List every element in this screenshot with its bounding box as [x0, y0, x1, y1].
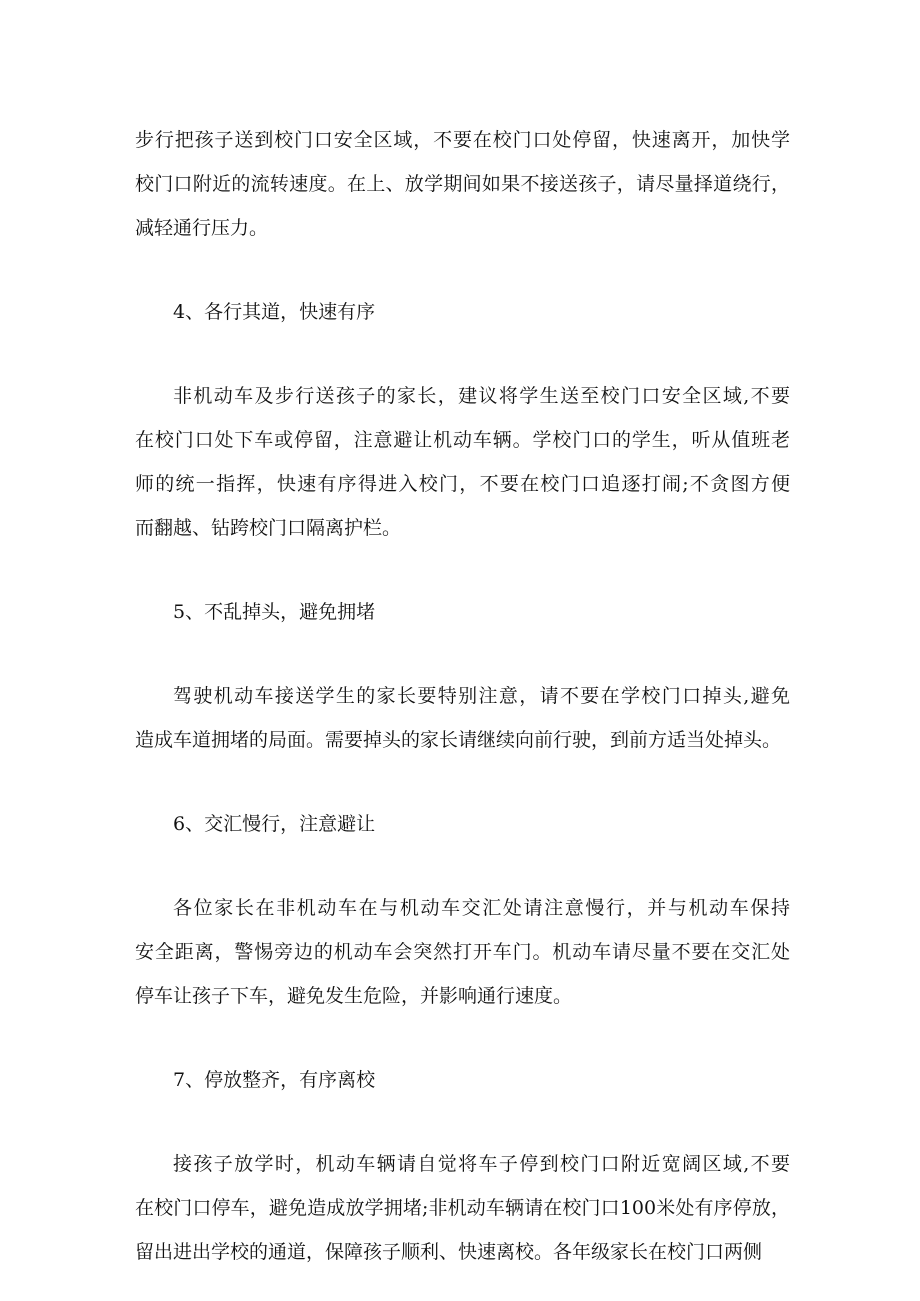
- text-line: 步行把孩子送到校门口安全区域，不要在校门口处停留，快速离开，加快学: [135, 129, 790, 151]
- section-heading: [135, 590, 790, 634]
- paragraph-gap: [135, 846, 790, 886]
- body-paragraph: [135, 1142, 790, 1274]
- text-line: 校门口附近的流转速度。在上、放学期间如果不接送孩子，请尽量择道绕行，: [135, 173, 790, 195]
- document-body: [135, 118, 790, 1274]
- text-line: 安全距离，警惕旁边的机动车会突然打开车门。机动车请尽量不要在交汇处: [135, 941, 790, 963]
- body-paragraph: [135, 118, 790, 250]
- paragraph-gap: [135, 762, 790, 802]
- section-heading: [135, 290, 790, 334]
- paragraph-gap: [135, 1102, 790, 1142]
- section-heading: [135, 802, 790, 846]
- heading-text: 6、交汇慢行，注意避让: [173, 813, 376, 835]
- text-line: 在校门口停车，避免造成放学拥堵;非机动车辆请在校门口100米处有序停放，: [135, 1197, 790, 1219]
- paragraph-gap: [135, 1018, 790, 1058]
- paragraph-gap: [135, 334, 790, 374]
- body-paragraph: [135, 886, 790, 1018]
- section-heading: [135, 1058, 790, 1102]
- heading-text: 7、停放整齐，有序离校: [173, 1069, 376, 1091]
- heading-text: 5、不乱掉头，避免拥堵: [173, 601, 376, 623]
- text-line: 在校门口处下车或停留，注意避让机动车辆。学校门口的学生，听从值班老: [135, 429, 790, 451]
- text-line: 而翻越、钻跨校门口隔离护栏。: [135, 517, 402, 539]
- paragraph-gap: [135, 550, 790, 590]
- paragraph-gap: [135, 250, 790, 290]
- text-line: 驾驶机动车接送学生的家长要特别注意，请不要在学校门口掉头,避免: [173, 685, 790, 707]
- text-line: 师的统一指挥，快速有序得进入校门，不要在校门口追逐打闹;不贪图方便: [135, 473, 790, 495]
- heading-text: 4、各行其道，快速有序: [173, 301, 376, 323]
- text-line: 造成车道拥堵的局面。需要掉头的家长请继续向前行驶，到前方适当处掉头。: [135, 729, 782, 751]
- text-line: 减轻通行压力。: [135, 217, 269, 239]
- paragraph-gap: [135, 634, 790, 674]
- text-line: 留出进出学校的通道，保障孩子顺利、快速离校。各年级家长在校门口两侧: [135, 1241, 763, 1263]
- text-line: 各位家长在非机动车在与机动车交汇处请注意慢行，并与机动车保持: [173, 897, 790, 919]
- body-paragraph: [135, 374, 790, 550]
- text-line: 停车让孩子下车，避免发生危险，并影响通行速度。: [135, 985, 573, 1007]
- text-line: 接孩子放学时，机动车辆请自觉将车子停到校门口附近宽阔区域,不要: [173, 1153, 790, 1175]
- body-paragraph: [135, 674, 790, 762]
- text-line: 非机动车及步行送孩子的家长，建议将学生送至校门口安全区域,不要: [173, 385, 790, 407]
